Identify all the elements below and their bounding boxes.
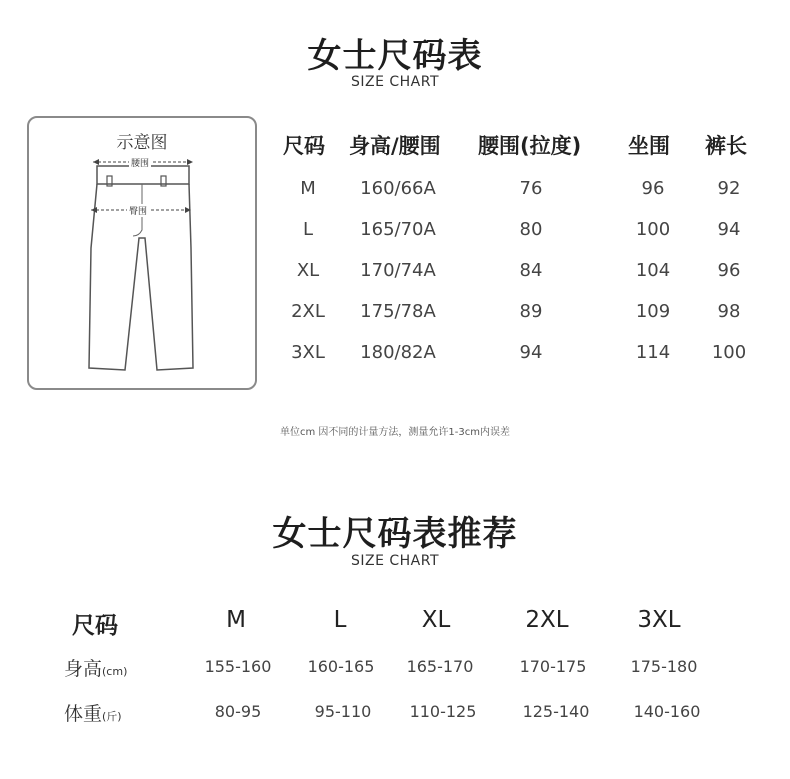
col-header-waist-stretch: 腰围(拉度) xyxy=(478,134,582,158)
waist-label: 腰围 xyxy=(129,156,151,169)
rec-height-3xl: 175-180 xyxy=(630,657,698,676)
rec-weight-l: 95-110 xyxy=(314,702,372,721)
recommend-chart-subtitle: SIZE CHART xyxy=(350,553,440,569)
diagram-label: 示意图 xyxy=(116,133,168,153)
rec-size-2xl: 2XL xyxy=(525,607,569,633)
pants-diagram xyxy=(27,116,257,390)
rec-size-l: L xyxy=(333,607,347,633)
measurement-note: 单位cm 因不同的计量方法，测量允许1-3cm内误差 xyxy=(280,427,510,438)
rec-header-size: 尺码 xyxy=(72,613,118,639)
rec-weight-xl: 110-125 xyxy=(409,702,477,721)
size-chart-title: 女士尺码表 xyxy=(307,36,483,76)
rec-weight-label: 体重(斤) xyxy=(64,703,122,725)
rec-size-xl: XL xyxy=(421,607,451,633)
col-header-seat: 坐围 xyxy=(628,134,670,158)
rec-height-xl: 165-170 xyxy=(406,657,474,676)
rec-height-m: 155-160 xyxy=(204,657,272,676)
rec-height-l: 160-165 xyxy=(307,657,375,676)
rec-size-3xl: 3XL xyxy=(637,607,681,633)
recommend-chart-title: 女士尺码表推荐 xyxy=(272,514,518,554)
rec-weight-m: 80-95 xyxy=(214,702,262,721)
rec-height-2xl: 170-175 xyxy=(519,657,587,676)
col-header-height-waist: 身高/腰围 xyxy=(349,134,441,158)
hip-label: 臀围 xyxy=(127,204,149,217)
col-header-size: 尺码 xyxy=(283,134,325,158)
rec-size-m: M xyxy=(226,607,246,633)
rec-weight-3xl: 140-160 xyxy=(633,702,701,721)
rec-weight-2xl: 125-140 xyxy=(522,702,590,721)
rec-height-label: 身高(cm) xyxy=(64,658,128,680)
size-chart-subtitle: SIZE CHART xyxy=(350,74,440,90)
col-header-length: 裤长 xyxy=(705,134,747,158)
